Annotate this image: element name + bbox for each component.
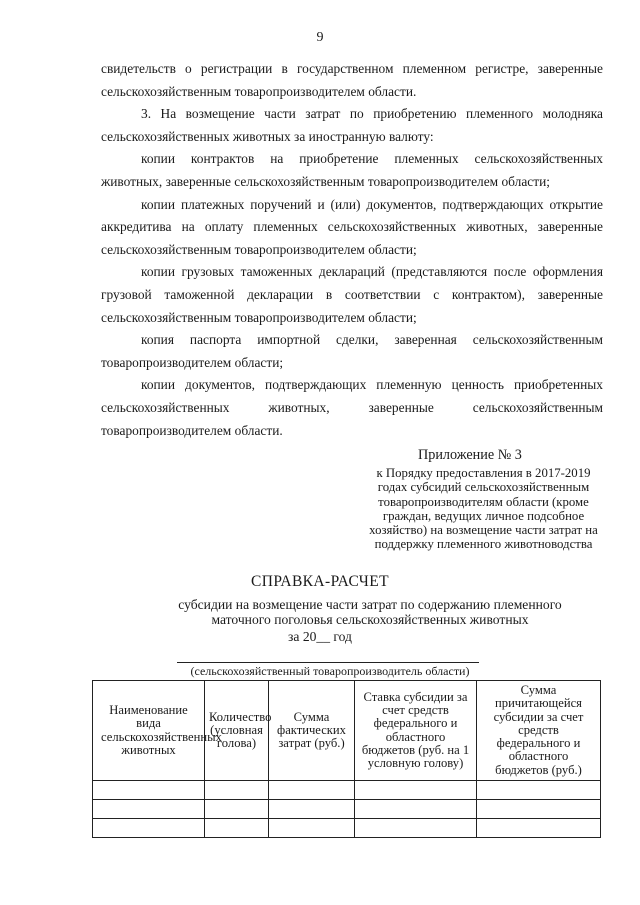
table-cell[interactable]: [93, 800, 205, 819]
page-number: 9: [316, 30, 324, 45]
table-row: [93, 800, 601, 819]
calculation-table: [92, 680, 601, 838]
appendix-title: Приложение № 3: [418, 447, 522, 463]
table-cell[interactable]: [93, 781, 205, 800]
table-cell[interactable]: [205, 800, 269, 819]
body-text: [101, 58, 603, 442]
paragraph: копии контрактов на приобретение племенных сельскохозяйственных животных, заверенные сельскохозяйственным товаропроизводителем области;: [101, 151, 603, 189]
document-title: СПРАВКА-РАСЧЕТ: [250, 573, 390, 590]
paragraph: копии грузовых таможенных деклараций (представляются после оформления грузовой таможенной декларации в соответствии с контрактом), заверенные сельскохозяйственным товаропроизводителем области;: [101, 264, 603, 325]
document-subtitle: субсидии на возмещение части затрат по содержанию племенного маточного поголовья сельскохозяйственных животных: [178, 597, 562, 627]
table-cell[interactable]: [205, 781, 269, 800]
table-cell[interactable]: [477, 800, 601, 819]
table-cell[interactable]: [355, 819, 477, 838]
table-cell[interactable]: [269, 819, 355, 838]
signature-line: [177, 662, 479, 663]
paragraph: свидетельств о регистрации в государственном племенном регистре, заверенные сельскохозяйственным товаропроизводителем области.: [101, 61, 603, 99]
table-header-cell: Ставка субсидии за счет средств федерального и областного бюджетов (руб. на 1 условную голову): [355, 681, 477, 781]
table-row: [93, 819, 601, 838]
table-header-row: [93, 681, 601, 781]
paragraph: копии платежных поручений и (или) документов, подтверждающих открытие аккредитива на оплату племенных сельскохозяйственных животных, заверенные сельскохозяйственным товаропроизводителем области;: [101, 196, 603, 257]
table-header-cell: Количество (условная голова): [205, 681, 269, 781]
table-header-cell: Сумма причитающейся субсидии за счет средств федерального и областного бюджетов (руб.): [477, 681, 601, 781]
paragraph: 3. На возмещение части затрат по приобретению племенного молодняка сельскохозяйственных животных за иностранную валюту:: [101, 106, 603, 144]
table-cell[interactable]: [477, 781, 601, 800]
signature-caption: (сельскохозяйственный товаропроизводитель области): [190, 664, 470, 678]
paragraph: копия паспорта импортной сделки, заверенная сельскохозяйственным товаропроизводителем области;: [101, 332, 603, 370]
table-cell[interactable]: [355, 781, 477, 800]
paragraph: копии документов, подтверждающих племенную ценность приобретенных сельскохозяйственных животных, заверенные сельскохозяйственным товаропроизводителем области.: [101, 377, 603, 438]
table-cell[interactable]: [269, 800, 355, 819]
appendix-text: к Порядку предоставления в 2017-2019 годах субсидий сельскохозяйственным товаропроизводителям области (кроме граждан, ведущих личное подсобное хозяйство) на возмещение части затрат на поддержку племенного животноводства: [369, 466, 598, 552]
document-year-line: за 20__ год: [288, 629, 352, 644]
table-cell[interactable]: [93, 819, 205, 838]
table-cell[interactable]: [477, 819, 601, 838]
table-cell[interactable]: [205, 819, 269, 838]
table-header-cell: Наименование вида сельскохозяйственных животных: [93, 681, 205, 781]
table-header-cell: Сумма фактических затрат (руб.): [269, 681, 355, 781]
table-row: [93, 781, 601, 800]
table-cell[interactable]: [355, 800, 477, 819]
table-cell[interactable]: [269, 781, 355, 800]
